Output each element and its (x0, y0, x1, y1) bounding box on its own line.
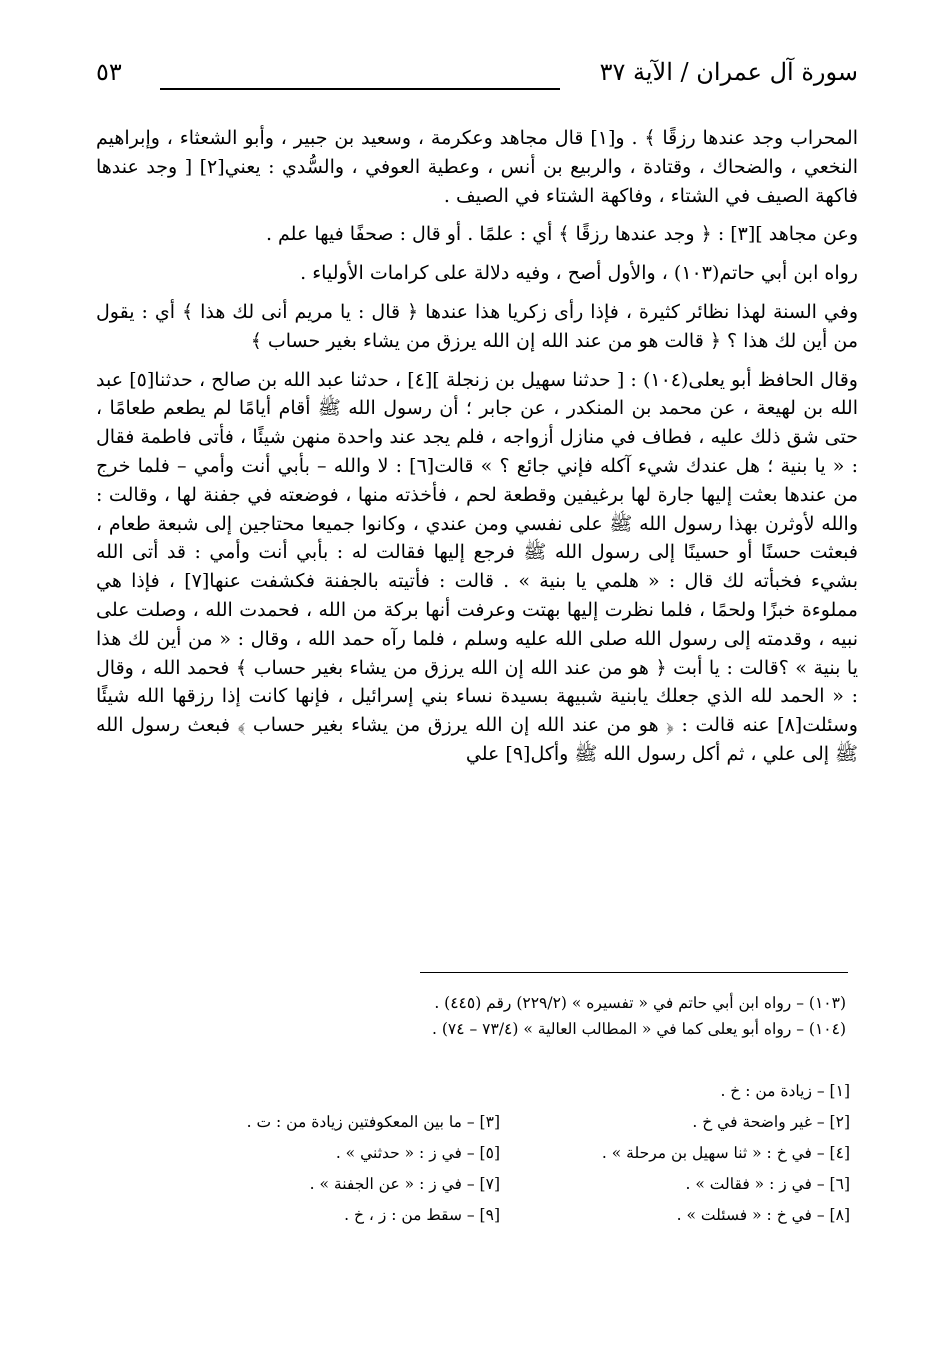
footnote: (١٠٤) – رواه أبو يعلى كما في « المطالب العالية » (٧٣/٤ – ٧٤) . (432, 1020, 846, 1038)
footnote-rule (420, 972, 848, 973)
footnote: (١٠٣) – رواه ابن أبي حاتم في « تفسيره » (٢٢٩/٢) رقم (٤٤٥) . (434, 994, 846, 1012)
variant-note (150, 1082, 500, 1113)
header-rule (160, 88, 560, 90)
page-number: ٥٣ (96, 58, 122, 86)
variant-note: [٨] – في خ : « فسئلت » . (676, 1206, 850, 1224)
variant-note: [٥] – في ز : « حدثني » . (335, 1144, 500, 1162)
page-header (96, 58, 858, 98)
variant-note: [٦] – في ز : « فقالت » . (685, 1175, 850, 1193)
variant-note: [٣] – ما بين المعكوفتين زيادة من : ت . (246, 1113, 500, 1131)
running-title: سورة آل عمران / الآية ٣٧ (599, 58, 858, 86)
variant-note: [٧] – في ز : « عن الجفنة » . (309, 1175, 500, 1193)
source-footnotes (246, 990, 846, 1042)
variant-note: [٤] – في خ : « ثنا سهيل بن مرحلة » . (601, 1144, 850, 1162)
paragraph: وفي السنة لهذا نظائر كثيرة ، فإذا رأى زكريا هذا عندها ﴿ قال : يا مريم أنى لك هذا ﴾ أي : يقول من أين لك هذا ؟ ﴿ قالت هو من عند الله إن الله يرزق من يشاء بغير حساب ﴾ (96, 300, 858, 352)
body-text (96, 124, 858, 769)
variant-note: [١] – زيادة من : خ . (720, 1082, 850, 1100)
paragraph: وعن مجاهد ][٣] : ﴿ وجد عندها رزقًا ﴾ أي : علمًا . أو قال : صحفًا فيها علم . (265, 223, 858, 246)
variant-note: [٢] – غير واضحة في خ . (692, 1113, 850, 1131)
variant-notes (150, 1082, 850, 1237)
paragraph: المحراب وجد عندها رزقًا ﴾ . و[١] قال مجاهد وعكرمة ، وسعيد بن جبير ، وأبو الشعثاء ، وإبراهيم النخعي ، والضحاك ، وقتادة ، والربيع بن أنس ، وعطية العوفي ، والسُّدي : يعني[٢] [ وجد عندها فاكهة الصيف في الشتاء ، وفاكهة الشتاء في الصيف . (96, 127, 858, 207)
paragraph: وقال الحافظ أبو يعلى(١٠٤) : [ حدثنا سهيل بن زنجلة ][٤] ، حدثنا عبد الله بن صالح ، حدثنا[٥] عبد الله بن لهيعة ، عن محمد بن المنكدر ، عن جابر ؛ أن رسول الله ﷺ أقام أيامًا لم يطعم طعامًا ، حتى شق ذلك عليه ، فطاف في منازل أزواجه ، فلم يجد عند واحدة منهن شيئًا ، فأتى فاطمة فقال : « يا بنية ؛ هل عندك شيء آكله فإني جائع ؟ » قالت[٦] : لا والله – بأبي أنت وأمي – فلما خرج من عندها بعثت إليها جارة لها برغيفين وقطعة لحم ، فأخذته منها ، فوضعته في جفنة لها ، وقالت : والله لأوثرن بهذا رسول الله ﷺ على نفسي ومن عندي ، وكانوا جميعا محتاجين إلى شبعة طعام ، فبعثت حسنًا أو حسينًا إلى رسول الله ﷺ فرجع إليها فقالت له : بأبي أنت وأمي : قد أتى الله بشيء فخبأته لك قال : « هلمي يا بنية » . قالت : فأتيته بالجفنة فكشفت عنها[٧] ، فإذا هي مملوءة خبزًا ولحمًا ، فلما نظرت إليها بهتت وعرفت أنها بركة من الله ، فحمدت الله ، وصلت على نبيه ، وقدمته إلى رسول الله صلى الله عليه وسلم ، فلما رآه حمد الله ، وقال : « من أين لك هذا يا بنية » ؟قالت : يا أبت ﴿ هو من عند الله إن الله يرزق من يشاء بغير حساب ﴾ فحمد الله ، وقال : « الحمد لله الذي جعلك يابنية شبيهة بسيدة نساء بني إسرائيل ، فإنها كانت إذا رزقها الله شيئًا وسئلت[٨] عنه قالت : ﴿ هو من عند الله إن الله يرزق من يشاء بغير حساب ﴾ فبعث رسول الله ﷺ إلى علي ، ثم أكل رسول الله ﷺ وأكل[٩] علي (96, 368, 858, 765)
paragraph: رواه ابن أبي حاتم(١٠٣) ، والأول أصح ، وفيه دلالة على كرامات الأولياء . (300, 262, 858, 285)
variant-note: [٩] – سقط من : ز ، خ . (344, 1206, 500, 1224)
